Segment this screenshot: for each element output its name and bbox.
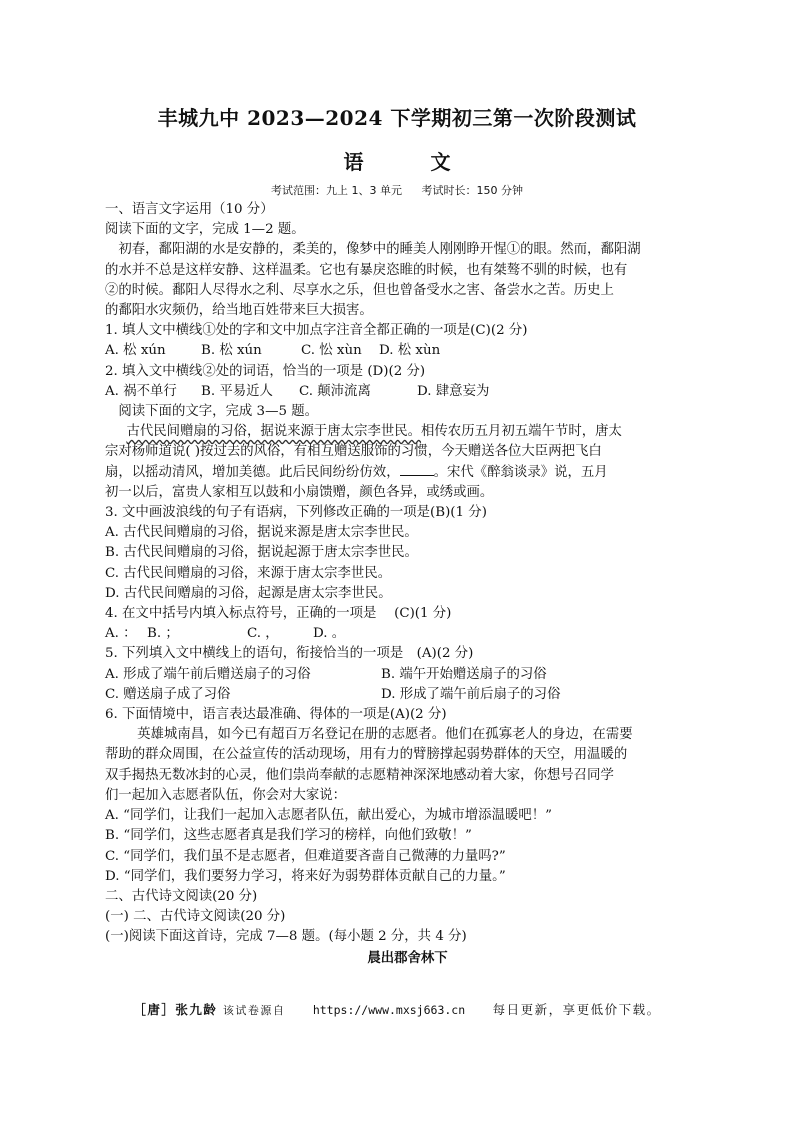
passage-line <box>105 422 710 442</box>
exam-content <box>105 200 710 968</box>
option: C. ， <box>247 626 279 642</box>
subsection-heading: (一) 二、古代诗文阅读(20 分) <box>105 909 286 925</box>
question-2-options <box>105 382 710 402</box>
question-4-options <box>105 624 710 644</box>
option: B. 平易近人 <box>201 383 273 399</box>
exam-scope: 考试范围：九上 1、3 单元 <box>271 184 402 197</box>
passage-line: 帮助的群众周围，在公益宣传的活动现场，用有力的臂膀撑起弱势群体的天空，用温暖的 <box>105 747 628 763</box>
option: B. 古代民间赠扇的习俗，据说起源于唐太宗李世民。 <box>105 545 418 561</box>
option: A. “同学们，让我们一起加入志愿者队伍，献出爱心，为城市增添温暖吧！” <box>105 808 552 824</box>
option: B. “同学们，这些志愿者真是我们学习的榜样，向他们致敬！” <box>105 828 472 844</box>
option: D. 松 xùn <box>379 343 441 359</box>
passage-line: 双手揭热无数冰封的心灵，他们祟尚奉献的志愿精神深深地感动着大家，你想号召同学 <box>105 767 614 783</box>
passage-line: 初一以后，富贵人家相互以鼓和小扇馈赠，颜色各异，或绣或画。 <box>105 484 494 500</box>
option: B. 松 xún <box>201 343 262 359</box>
reading-intro: 阅读下面的文字，完成 3—5 题。 <box>118 404 319 420</box>
source-label: 该试卷源自 <box>222 1004 286 1017</box>
exam-duration: 考试时长：150 分钟 <box>421 184 523 197</box>
option: A. 松 xún <box>105 343 166 359</box>
passage-text: 。宋代《醉翁谈录》说，五月 <box>433 464 608 480</box>
option: A. 祸不单行 <box>105 383 177 399</box>
question-5-options <box>105 685 710 705</box>
exam-meta <box>0 182 794 198</box>
passage-line: ②的时候。鄱阳人尽得水之利、尽享水之乐，但也曾备受水之害、备尝水之苦。历史上 <box>105 282 614 298</box>
exam-title: 丰城九中 2023—2024 下学期初三第一次阶段测试 <box>157 106 637 130</box>
fill-blank <box>400 463 434 476</box>
passage-line: 们一起加入志愿者队伍，你会对大家说： <box>105 787 347 803</box>
question-5: 5. 下列填入文中横线上的语句，衔接恰当的一项是 (A)(2 分) <box>105 646 474 662</box>
passage-line: 宗对杨师道说( )按过去的风俗，有相互赠送服饰的习惯，今天赠送各位大臣两把飞白 <box>105 444 602 460</box>
option: D. 形成了端午前后扇子的习俗 <box>381 686 561 702</box>
passage-line: 初春，鄱阳湖的水是安静的，柔美的，像梦中的睡美人刚刚睁开惺①的眼。然而，鄱阳湖 <box>118 242 641 258</box>
option: D. 古代民间赠扇的习俗，起源是唐太宗李世民。 <box>105 585 392 601</box>
passage-line: 的鄱阳水灾频仍，给当地百姓带来巨大损害。 <box>105 303 373 319</box>
option: C. 赠送扇子成了习俗 <box>105 686 231 702</box>
poem-author: ［唐］张九龄 <box>133 1002 218 1017</box>
reading-intro: 阅读下面的文字，完成 1—2 题。 <box>105 222 305 238</box>
option: C. 古代民间赠扇的习俗，来源于唐太宗李世民。 <box>105 565 392 581</box>
reading-intro: (一)阅读下面这首诗，完成 7—8 题。(每小题 2 分，共 4 分) <box>105 929 467 945</box>
passage-line: 的水并不总是这样安静、这样温柔。它也有暴戾恣睢的时候，也有桀骜不驯的时候，也有 <box>105 262 628 278</box>
passage-line: 英雄城南昌，如今已有超百万名登记在册的志愿者。他们在孤寡老人的身边，在需要 <box>137 727 633 743</box>
question-2: 2. 填入文中横线②处的词语，恰当的一项是 (D)(2 分) <box>105 363 426 379</box>
question-3: 3. 文中画波浪线的句子有语病，下列修改正确的一项是(B)(1 分) <box>105 505 487 521</box>
option: C. 忪 xùn <box>301 343 362 359</box>
section-heading: 二、古代诗文阅读(20 分) <box>105 888 258 904</box>
option: B. ； <box>147 626 179 642</box>
question-4: 4. 在文中括号内填入标点符号，正确的一项是 (C)(1 分) <box>105 606 452 622</box>
footer-line <box>0 1000 794 1018</box>
passage-text: 相传农历五月初五端午节时，唐太 <box>421 424 622 440</box>
source-url[interactable]: https://www.mxsj663.cn <box>312 1003 466 1017</box>
passage-text: 扇，以摇动清风，增加美德。此后民间纷纷仿效， <box>105 464 400 480</box>
subject-title: 语 文 <box>343 150 481 174</box>
poem-title: 晨出郡舍林下 <box>367 949 448 966</box>
passage-line <box>105 463 710 483</box>
option: A. 古代民间赠扇的习俗，据说来源是唐太宗李世民。 <box>105 525 418 541</box>
option: A. ： <box>105 626 137 642</box>
option: D. “同学们，我们要努力学习，将来好为弱势群体贡献自己的力量。” <box>105 868 506 884</box>
option: B. 端午开始赠送扇子的习俗 <box>381 666 547 682</box>
question-5-options <box>105 665 710 685</box>
option: D. 肆意妄为 <box>417 383 490 399</box>
question-1-options <box>105 341 710 361</box>
footer-note: 每日更新，享更低价下载。 <box>492 1002 661 1017</box>
question-6: 6. 下面情境中，语言表达最准确、得体的一项是(A)(2 分) <box>105 707 447 723</box>
section-heading: 一、语言文字运用（10 分） <box>105 202 274 217</box>
wavy-sentence: 古代民间赠扇的习俗，据说来源于唐太宗李世民。 <box>126 424 422 440</box>
question-1: 1. 填人文中横线①处的字和文中加点字注音全都正确的一项是(C)(2 分) <box>105 323 528 339</box>
option: D. 。 <box>313 626 346 642</box>
option: C. 颠沛流离 <box>299 383 371 399</box>
option: C. “同学们，我们虽不是志愿者，但难道要吝啬自己微薄的力量吗?” <box>105 848 506 864</box>
option: A. 形成了端午前后赠送扇子的习俗 <box>105 666 311 682</box>
